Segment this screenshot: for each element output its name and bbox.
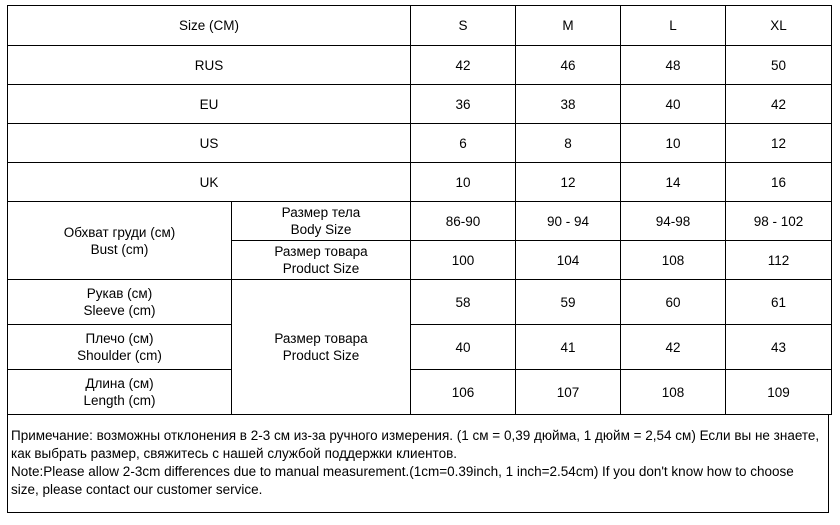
cell-value: 42 xyxy=(726,85,832,124)
table-row-length xyxy=(8,370,832,415)
cell-value: 48 xyxy=(621,46,726,85)
cell-value: 12 xyxy=(726,124,832,163)
cell-value: 12 xyxy=(516,163,621,202)
cell-value: 16 xyxy=(726,163,832,202)
shoulder-label xyxy=(8,325,232,370)
cell-value: 60 xyxy=(621,280,726,325)
product-size-merged-en: Product Size xyxy=(282,348,360,363)
cell-value: 98 - 102 xyxy=(726,202,832,241)
cell-value: 108 xyxy=(621,241,726,280)
cell-value: 42 xyxy=(411,46,516,85)
cell-value: 41 xyxy=(516,325,621,370)
cell-value: 108 xyxy=(621,370,726,415)
size-header-m: M xyxy=(516,6,621,46)
measurement-note xyxy=(7,415,829,513)
table-row-eu xyxy=(8,85,832,124)
cell-value: 14 xyxy=(621,163,726,202)
cell-value: 40 xyxy=(411,325,516,370)
cell-value: 106 xyxy=(411,370,516,415)
cell-value: 6 xyxy=(411,124,516,163)
size-table xyxy=(7,5,832,415)
cell-value: 107 xyxy=(516,370,621,415)
cell-value: 61 xyxy=(726,280,832,325)
body-size-label-en: Body Size xyxy=(290,222,352,237)
cell-value: 42 xyxy=(621,325,726,370)
table-row-sleeve xyxy=(8,280,832,325)
bust-label xyxy=(8,202,232,280)
size-header-s: S xyxy=(411,6,516,46)
shoulder-label-ru: Плечо (см) xyxy=(85,331,154,346)
body-size-label xyxy=(232,202,411,241)
note-en: Note:Please allow 2-3cm differences due to manual measurement.(1cm=0.39inch, 1 inch=2.54cm) If you don't know how to choose size, please contact our customer service. xyxy=(11,464,794,497)
cell-value: 59 xyxy=(516,280,621,325)
product-size-label-ru: Размер товара xyxy=(274,244,368,259)
size-header-label: Size (CM) xyxy=(8,6,411,46)
product-size-merged-label xyxy=(232,280,411,415)
row-label: RUS xyxy=(8,46,411,85)
sleeve-label-en: Sleeve (cm) xyxy=(83,303,156,318)
cell-value: 10 xyxy=(621,124,726,163)
sleeve-label-ru: Рукав (см) xyxy=(86,286,153,301)
size-header-l: L xyxy=(621,6,726,46)
cell-value: 112 xyxy=(726,241,832,280)
length-label-en: Length (cm) xyxy=(83,393,156,408)
length-label xyxy=(8,370,232,415)
product-size-label-en: Product Size xyxy=(282,261,360,276)
table-row-rus xyxy=(8,46,832,85)
cell-value: 40 xyxy=(621,85,726,124)
cell-value: 10 xyxy=(411,163,516,202)
cell-value: 90 - 94 xyxy=(516,202,621,241)
cell-value: 8 xyxy=(516,124,621,163)
table-row-shoulder xyxy=(8,325,832,370)
cell-value: 36 xyxy=(411,85,516,124)
cell-value: 46 xyxy=(516,46,621,85)
length-label-ru: Длина (см) xyxy=(85,376,154,391)
cell-value: 50 xyxy=(726,46,832,85)
size-chart xyxy=(7,5,831,513)
cell-value: 104 xyxy=(516,241,621,280)
table-row-us xyxy=(8,124,832,163)
cell-value: 58 xyxy=(411,280,516,325)
size-header-xl: XL xyxy=(726,6,832,46)
table-row-uk xyxy=(8,163,832,202)
bust-label-ru: Обхват груди (см) xyxy=(63,224,176,240)
row-label: EU xyxy=(8,85,411,124)
product-size-merged-ru: Размер товара xyxy=(274,331,368,346)
bust-label-en: Bust (cm) xyxy=(90,241,149,257)
cell-value: 109 xyxy=(726,370,832,415)
shoulder-label-en: Shoulder (cm) xyxy=(77,348,162,363)
row-label: UK xyxy=(8,163,411,202)
cell-value: 38 xyxy=(516,85,621,124)
body-size-label-ru: Размер тела xyxy=(281,205,361,220)
cell-value: 43 xyxy=(726,325,832,370)
sleeve-label xyxy=(8,280,232,325)
row-label: US xyxy=(8,124,411,163)
table-row-bust-body xyxy=(8,202,832,241)
cell-value: 94-98 xyxy=(621,202,726,241)
cell-value: 100 xyxy=(411,241,516,280)
cell-value: 86-90 xyxy=(411,202,516,241)
header-row xyxy=(8,6,832,46)
product-size-label xyxy=(232,241,411,280)
note-ru: Примечание: возможны отклонения в 2-3 см из-за ручного измерения. (1 см = 0,39 дюйма, 1 дюйм = 2,54 см) Если вы не знаете, как выбрать размер, свяжитесь с нашей службой поддержки клиентов. xyxy=(11,428,820,461)
